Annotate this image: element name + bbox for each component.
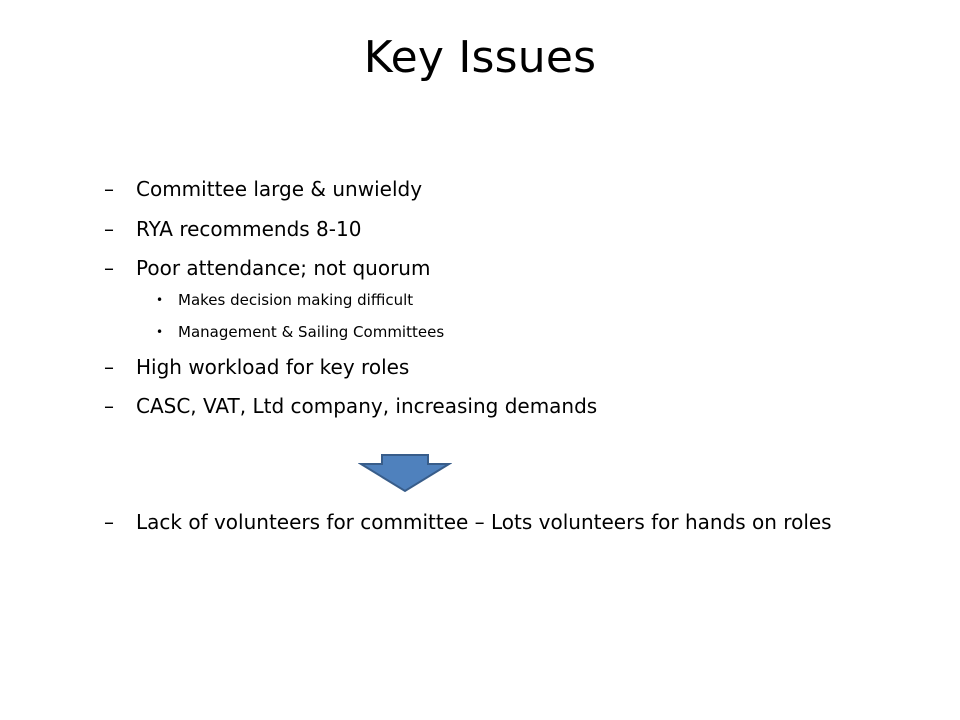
list-item-text: High workload for key roles: [136, 355, 410, 379]
dash-bullet: –: [104, 355, 114, 379]
sub-list-item-text: Makes decision making difficult: [178, 291, 414, 309]
dash-bullet: –: [104, 394, 114, 418]
dash-bullet: –: [104, 217, 114, 241]
list-item-text: Poor attendance; not quorum: [136, 256, 431, 280]
slide-title: Key Issues: [363, 32, 597, 83]
dash-bullet: –: [104, 510, 114, 534]
list-item-text: CASC, VAT, Ltd company, increasing demands: [136, 394, 598, 418]
list-item-text: Committee large & unwieldy: [136, 177, 423, 201]
round-bullet: •: [156, 293, 164, 307]
sub-list-item-text: Management & Sailing Committees: [178, 323, 445, 341]
list-item-text: Lack of volunteers for committee – Lots volunteers for hands on roles: [136, 510, 832, 534]
list-item-text: RYA recommends 8-10: [136, 217, 362, 241]
down-arrow-icon: [358, 452, 452, 494]
round-bullet: •: [156, 325, 164, 339]
dash-bullet: –: [104, 256, 114, 280]
dash-bullet: –: [104, 177, 114, 201]
